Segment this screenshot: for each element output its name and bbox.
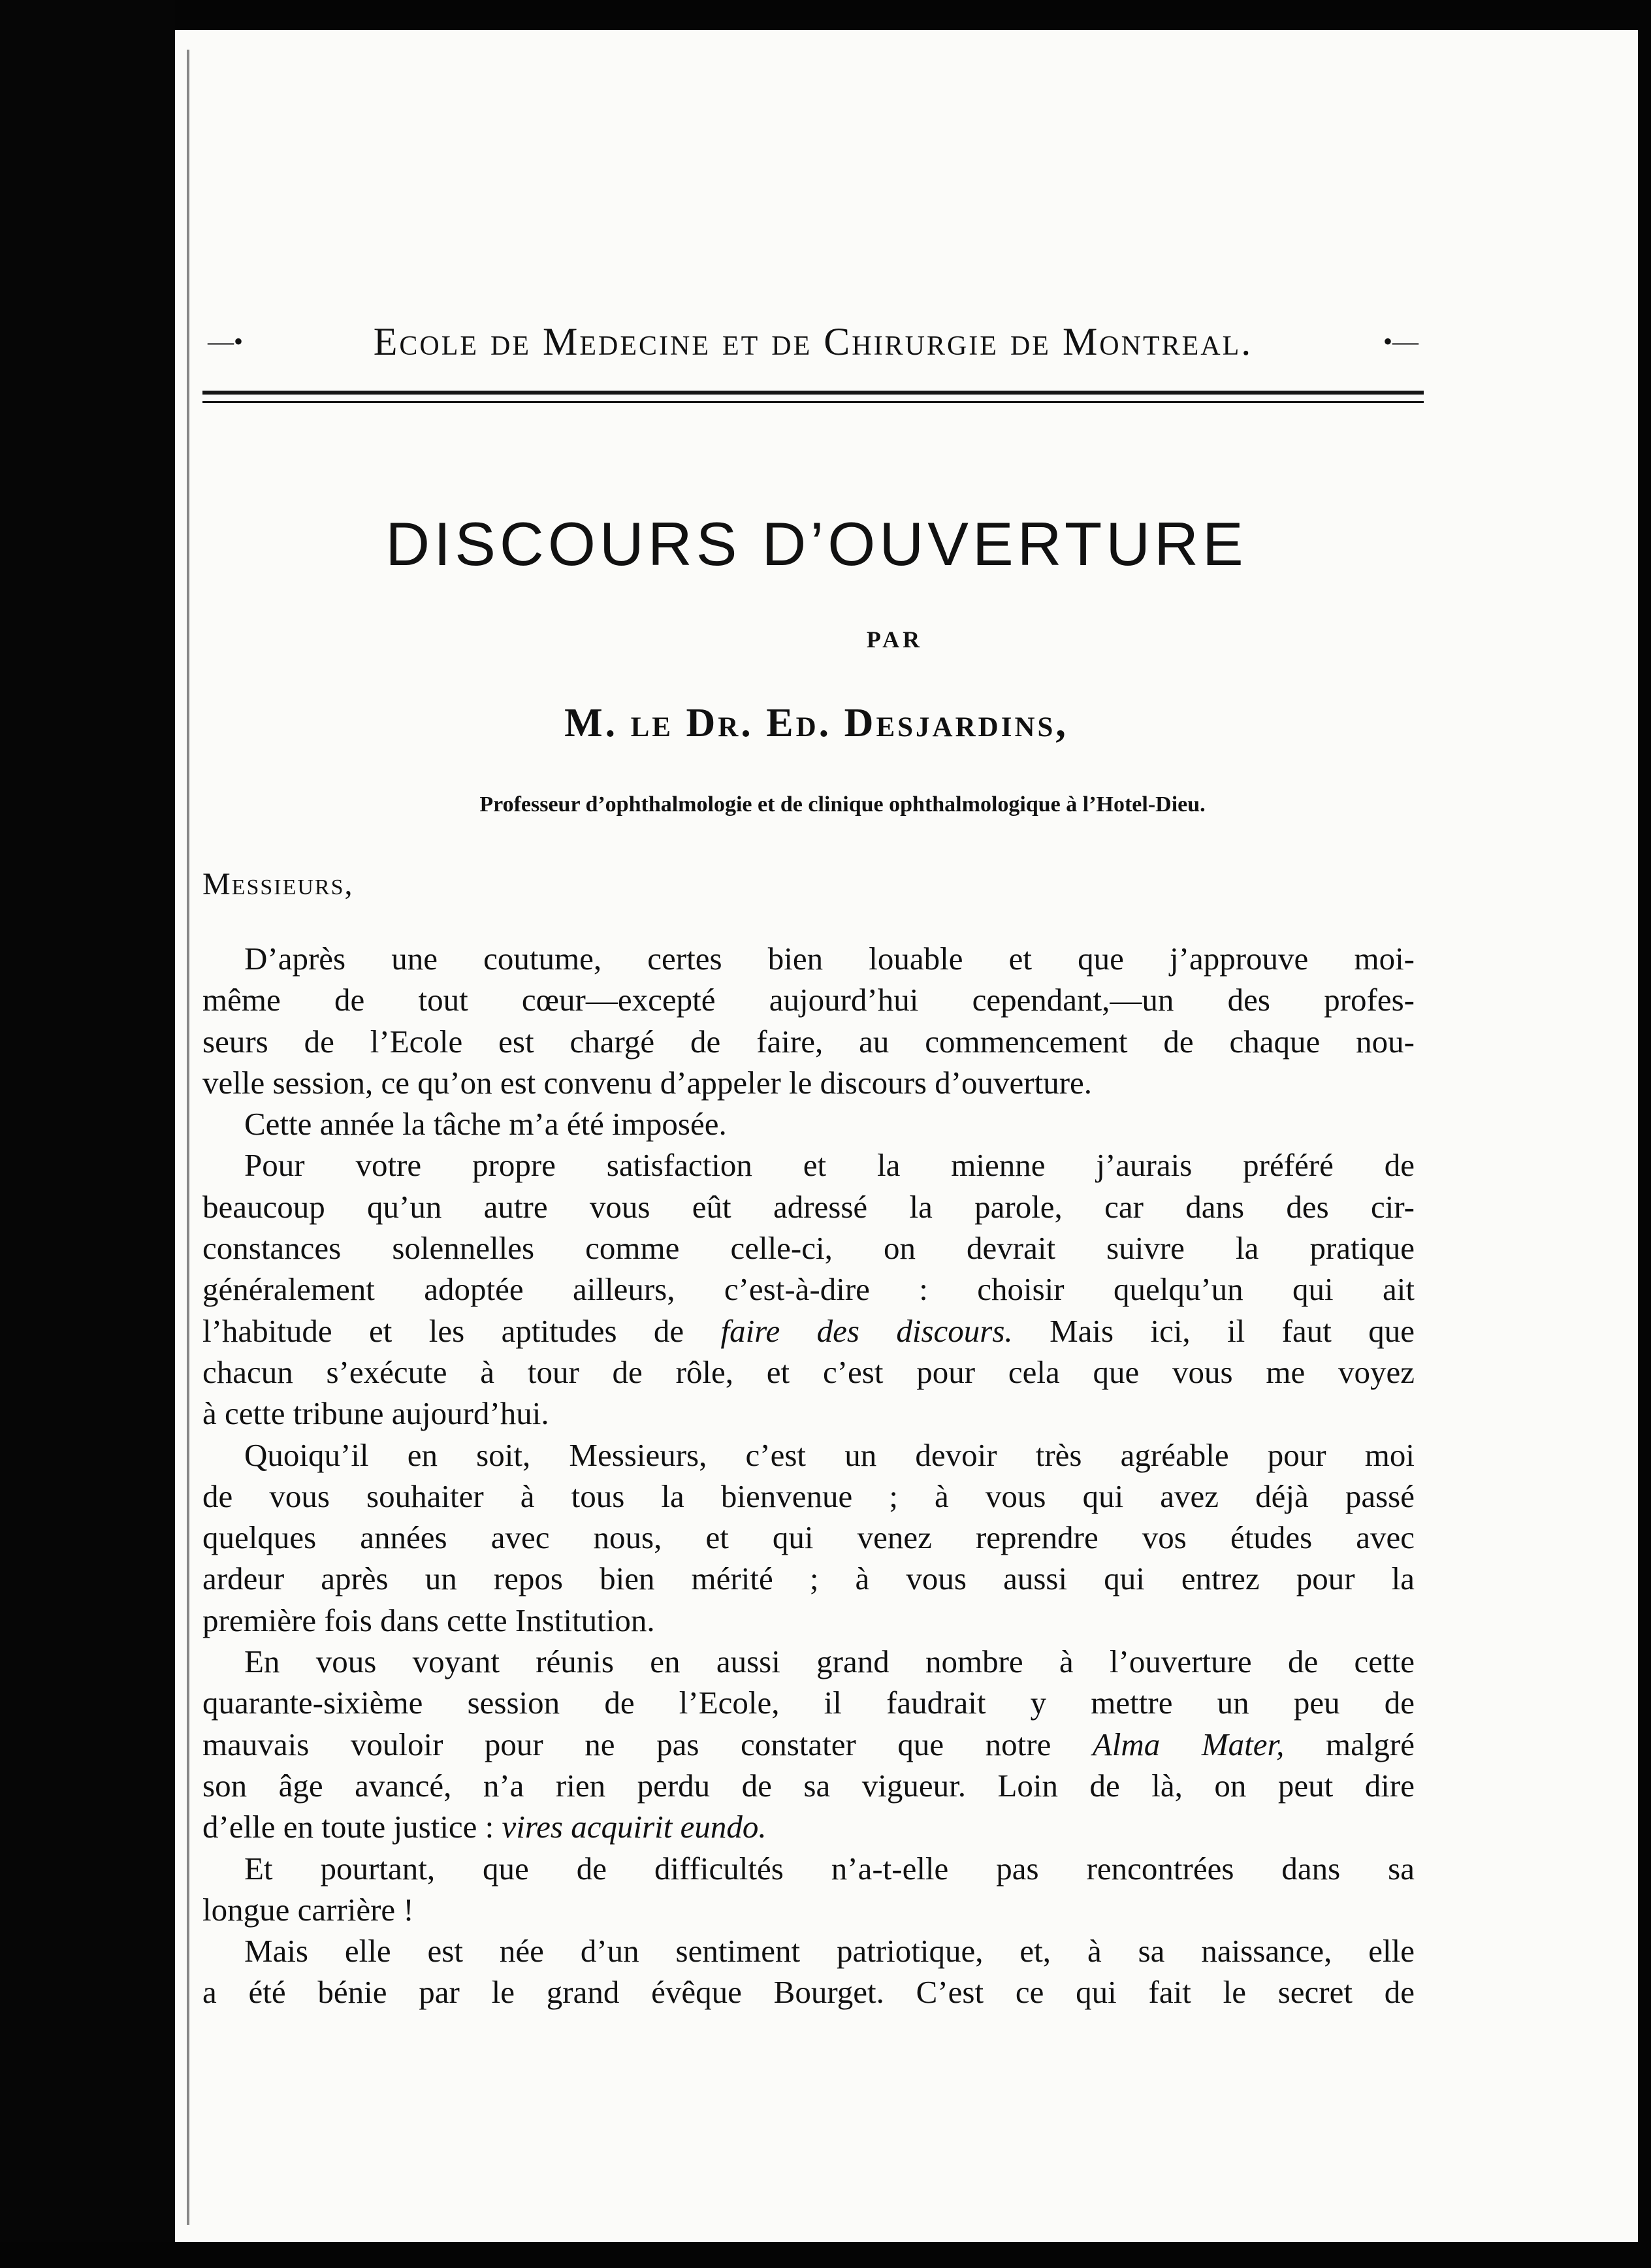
body-line: beaucoup qu’un autre vous eût adressé la parole, car dans des cir- <box>202 1188 1415 1225</box>
body-line <box>202 1806 1415 1847</box>
body-line: chacun s’exécute à tour de rôle, et c’est pour cela que vous me voyez <box>202 1353 1415 1390</box>
body-line-text: malgré <box>1284 1726 1415 1762</box>
scan-border-right <box>1638 0 1651 2268</box>
body-line: ardeur après un repos bien mérité ; à vous aussi qui entrez pour la <box>202 1561 1415 1597</box>
byline-par: PAR <box>866 626 923 653</box>
body-line-italic: vires acquirit eundo. <box>502 1809 767 1845</box>
body-line: première fois dans cette Institution. <box>202 1602 655 1638</box>
author-name: M. le Dr. Ed. Desjardins, <box>564 701 1068 745</box>
body-line-italic: Alma Mater, <box>1092 1726 1285 1762</box>
body-line-italic: faire des discours. <box>720 1312 1013 1349</box>
author-affiliation: Professeur d’ophthalmologie et de clinique ophthalmologique à l’Hotel-Dieu. <box>479 792 1206 817</box>
header-ornament-right: •— <box>1383 327 1419 356</box>
body-line-text: l’habitude et les aptitudes de <box>202 1312 721 1349</box>
body-line: à cette tribune aujourd’hui. <box>202 1395 549 1432</box>
body-line-text: d’elle en toute justice : <box>202 1809 502 1845</box>
header-rule-thin <box>202 401 1424 403</box>
body-line: En vous voyant réunis en aussi grand nombre à l’ouverture de cette <box>244 1644 1415 1680</box>
body-line: Quoiqu’il en soit, Messieurs, c’est un devoir très agréable pour moi <box>244 1436 1415 1473</box>
body-line: longue carrière ! <box>202 1891 414 1928</box>
body-line: Mais elle est née d’un sentiment patriotique, et, à sa naissance, elle <box>244 1933 1415 1969</box>
salutation: Messieurs, <box>202 867 354 901</box>
body-text <box>202 938 1415 2013</box>
header-rule-thick <box>202 391 1424 395</box>
body-line-text: Mais ici, il faut que <box>1012 1312 1415 1349</box>
body-line: Pour votre propre satisfaction et la mienne j’aurais préféré de <box>244 1147 1415 1184</box>
body-line: de vous souhaiter à tous la bienvenue ; à vous qui avez déjà passé <box>202 1478 1415 1514</box>
body-line: Cette année la tâche m’a été imposée. <box>244 1106 727 1142</box>
body-line-text: mauvais vouloir pour ne pas constater que notre <box>202 1726 1093 1762</box>
header-title: Ecole de Medecine et de Chirurgie de Montreal. <box>373 319 1253 363</box>
body-line: quelques années avec nous, et qui venez reprendre vos études avec <box>202 1519 1415 1556</box>
body-line: velle session, ce qu’on est convenu d’appeler le discours d’ouverture. <box>202 1064 1093 1101</box>
body-line <box>202 1310 1415 1352</box>
binding-gutter-line <box>187 50 189 2225</box>
header-ornament-left: —• <box>207 327 243 356</box>
body-line <box>202 1724 1415 1765</box>
scan-border-bottom <box>0 2242 1651 2268</box>
body-line: seurs de l’Ecole est chargé de faire, au commencement de chaque nou- <box>202 1023 1415 1060</box>
body-line: Et pourtant, que de difficultés n’a-t-elle pas rencontrées dans sa <box>244 1850 1415 1887</box>
body-line: D’après une coutume, certes bien louable et que j’approuve moi- <box>244 941 1415 977</box>
document-title: DISCOURS D’OUVERTURE <box>385 510 1247 578</box>
body-line: son âge avancé, n’a rien perdu de sa vigueur. Loin de là, on peut dire <box>202 1767 1415 1804</box>
body-line: même de tout cœur—excepté aujourd’hui cependant,—un des profes- <box>202 982 1415 1018</box>
running-header <box>202 319 1424 364</box>
scan-border-left <box>0 0 175 2268</box>
body-line: constances solennelles comme celle-ci, on devrait suivre la pratique <box>202 1230 1415 1267</box>
body-line: quarante-sixième session de l’Ecole, il faudrait y mettre un peu de <box>202 1685 1415 1721</box>
body-line: généralement adoptée ailleurs, c’est-à-dire : choisir quelqu’un qui ait <box>202 1271 1415 1308</box>
body-line: a été bénie par le grand évêque Bourget. C’est ce qui fait le secret de <box>202 1974 1415 2011</box>
scan-border-top <box>0 0 1651 30</box>
